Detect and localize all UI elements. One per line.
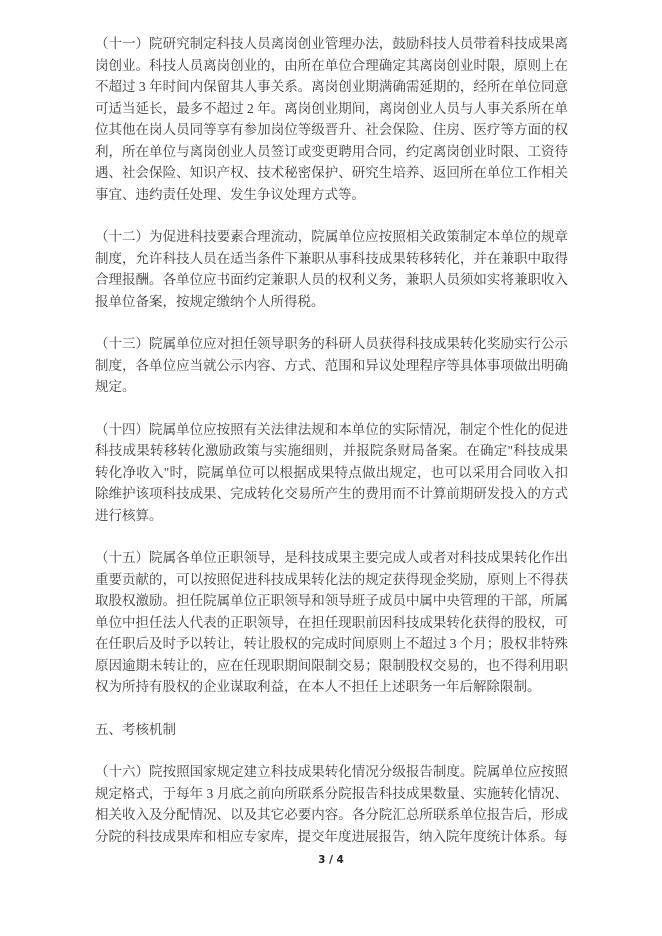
section-heading: 五、考核机制 bbox=[95, 721, 176, 737]
paragraph-item-12: （十二）为促进科技要素合理流动，院属单位应按照相关政策制定本单位的规章制度，允许科技人员在适当条件下兼职从事科技成果转移转化，并在兼职中取得合理报酬。各单位应书面约定兼职人员的权利义务，兼职人员须如实将兼职收入报单位备案，按规定缴纳个人所得税。 bbox=[95, 229, 568, 309]
paragraph-item-15: （十五）院属各单位正职领导，是科技成果主要完成人或者对科技成果转化作出重要贡献的，可以按照促进科技成果转化法的规定获得现金奖励，原则上不得获取股权激励。担任院属单位正职领导和领导班子成员中属中央管理的干部，所属单位中担任法人代表的正职领导，在担任现职前因科技成果转化获得的股权，可在任职后及时予以转让，转让股权的完成时间原则上不超过 3 个月；股权非特殊原因逾期未转让的，应在任现职期间限制交易；限制股权交易的，也不得利用职权为所持有股权的企业谋取利益，在本人不担任上述职务一年后解除限制。 bbox=[95, 550, 568, 694]
page-number: 3 / 4 bbox=[318, 854, 344, 866]
paragraph-item-11: （十一）院研究制定科技人员离岗创业管理办法，鼓励科技人员带着科技成果离岗创业。科技人员离岗创业的，由所在单位合理确定其离岗创业时限，原则上在不超过 3 年时间内保留其人事关系。离岗创业期满确需延期的，经所在单位同意可适当延长，最多不超过 2 年。离岗创业期间，离岗创业人员与人事关系所在单位其他在岗人员同等享有参加岗位等级晋升、社会保险、住房、医疗等方面的权利，所在单位与离岗创业人员签订或变更聘用合同，约定离岗创业时限、工资待遇、社会保险、知识产权、技术秘密保护、研究生培养、返回所在单位工作相关事宜、违约责任处理、发生争议处理方式等。 bbox=[95, 36, 568, 202]
paragraph-item-14: （十四）院属单位应按照有关法律法规和本单位的实际情况，制定个性化的促进科技成果转移转化激励政策与实施细则，并报院条财局备案。在确定"科技成果转化净收入"时，院属单位可以根据成果特点做出规定，也可以采用合同收入扣除维护该项科技成果、完成转化交易所产生的费用而不计算前期研发投入的方式进行核算。 bbox=[95, 421, 568, 523]
document-body bbox=[95, 33, 568, 868]
page-footer bbox=[0, 854, 662, 866]
paragraph-item-13: （十三）院属单位应对担任领导职务的科研人员获得科技成果转化奖励实行公示制度，各单位应当就公示内容、方式、范围和异议处理程序等具体事项做出明确规定。 bbox=[95, 336, 568, 394]
paragraph-item-16: （十六）院按照国家规定建立科技成果转化情况分级报告制度。院属单位应按照规定格式，于每年 3 月底之前向所联系分院报告科技成果数量、实施转化情况、相关收入及分配情况、以及其它必要内容。各分院汇总所联系单位报告后，形成分院的科技成果库和相应专家库，提交年度进展报告，纳入院年度统计体系。每 bbox=[95, 764, 568, 844]
